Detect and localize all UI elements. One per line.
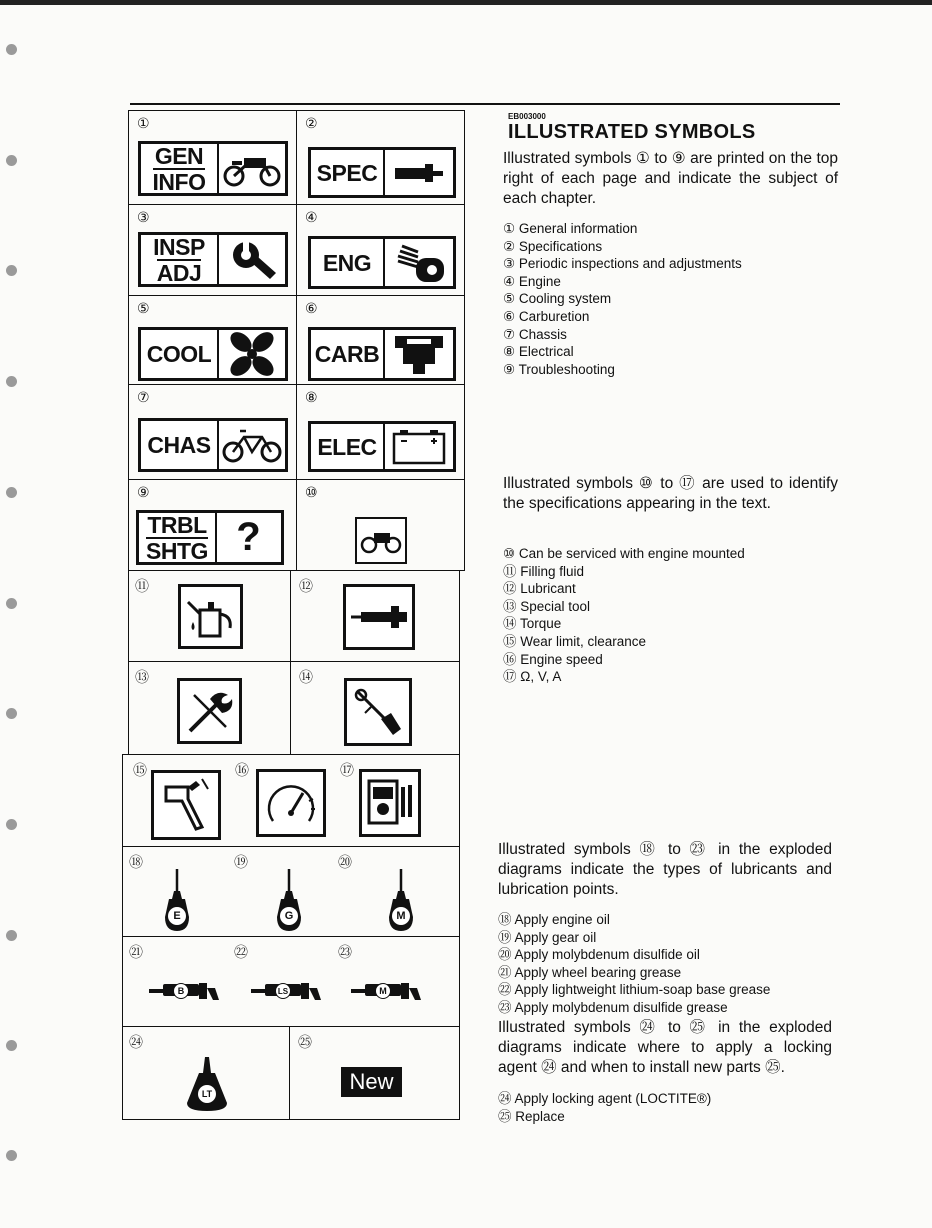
tile-label: CARB <box>311 330 385 378</box>
chapter-tile-eng <box>308 236 456 289</box>
symbol-cell-15-17 <box>122 754 460 847</box>
lubricant-letter: LS <box>275 983 291 999</box>
symbol-number: ⑳ <box>338 855 352 871</box>
symbol-cell-24 <box>122 1026 290 1120</box>
symbol-number: ㉑ <box>129 945 143 961</box>
chapter-tile-trbl-shtg <box>136 510 284 565</box>
multimeter-icon <box>359 769 421 837</box>
symbol-number: ⑭ <box>299 670 313 686</box>
list-item: ⑭ Torque <box>503 616 562 632</box>
list-item: ⑰ Ω, V, A <box>503 669 562 685</box>
symbol-number: ⑥ <box>305 301 318 317</box>
tile-label: COOL <box>141 330 219 378</box>
symbol-number: ⑯ <box>235 763 249 779</box>
symbol-cell-1 <box>128 110 297 205</box>
symbol-number: ㉓ <box>338 945 352 961</box>
symbol-cell-10 <box>296 479 465 571</box>
molybdenum-oil-icon <box>387 869 415 935</box>
chapter-tile-carb <box>308 327 456 381</box>
motorcycle-icon <box>218 144 285 193</box>
symbol-cell-4 <box>296 204 465 296</box>
engine-icon <box>384 239 453 286</box>
lubricant-letter: M <box>375 983 391 999</box>
symbol-number: ④ <box>305 210 318 226</box>
list-item: ⑱ Apply engine oil <box>498 912 610 927</box>
symbol-list-1 <box>503 220 742 378</box>
lubricant-letter: LT <box>198 1085 216 1103</box>
symbol-number: ⑤ <box>137 301 150 317</box>
symbol-cell-2 <box>296 110 465 205</box>
molybdenum-grease-icon <box>351 980 423 1002</box>
question-mark-icon: ? <box>236 515 261 559</box>
list-item: ③ Periodic inspections and adjustments <box>503 256 742 272</box>
symbol-number: ⑩ <box>305 485 318 501</box>
section-code: EB003000 <box>508 112 546 121</box>
symbol-cell-6 <box>296 295 465 385</box>
symbol-number: ③ <box>137 210 150 226</box>
tile-label: CHAS <box>141 421 219 469</box>
chapter-tile-cool <box>138 327 288 381</box>
symbol-cell-14 <box>290 661 460 755</box>
fan-icon <box>218 330 285 378</box>
chapter-tile-elec <box>308 421 456 472</box>
page-title: ILLUSTRATED SYMBOLS <box>508 121 756 143</box>
tachometer-icon <box>256 769 326 837</box>
tile-label: ELEC <box>311 424 385 469</box>
symbol-cell-9 <box>128 479 297 571</box>
wrench-icon <box>218 235 285 284</box>
tile-label: ADJ <box>156 259 202 286</box>
engine-mounted-icon <box>355 517 407 564</box>
tile-label: INSP <box>153 233 205 260</box>
symbol-number: ⑫ <box>299 579 313 595</box>
symbol-number: ㉔ <box>129 1035 143 1051</box>
tile-label: ENG <box>311 239 385 286</box>
chapter-tile-insp-adj <box>138 232 288 287</box>
lithium-grease-icon <box>251 980 323 1002</box>
symbol-cell-18-20 <box>122 846 460 937</box>
tile-label: SHTG <box>146 537 208 564</box>
list-item: ㉓ Apply molybdenum disulfide grease <box>498 999 728 1015</box>
list-item: ⑥ Carburetion <box>503 308 590 324</box>
new-part-badge: New <box>341 1067 402 1097</box>
symbol-cell-8 <box>296 384 465 480</box>
wheel-bearing-grease-icon <box>149 980 221 1002</box>
symbol-number: ㉒ <box>234 945 248 961</box>
symbol-number: ⑦ <box>137 390 150 406</box>
gear-oil-icon <box>275 869 303 935</box>
chapter-tile-spec <box>308 147 456 198</box>
symbol-number: ⑨ <box>137 485 150 501</box>
symbol-number: ⑰ <box>340 763 354 779</box>
symbol-number: ⑮ <box>133 763 147 779</box>
list-item: ⑧ Electrical <box>503 344 574 360</box>
engine-oil-icon <box>163 869 191 935</box>
list-item: ⑨ Troubleshooting <box>503 361 615 377</box>
tile-label: SPEC <box>311 150 385 195</box>
list-item: ① General information <box>503 221 638 236</box>
oil-can-icon <box>178 584 243 649</box>
carburetor-icon <box>384 330 453 378</box>
symbol-cell-13 <box>128 661 291 755</box>
chapter-tile-gen-info <box>138 141 288 196</box>
locking-agent-icon <box>185 1057 229 1113</box>
chassis-icon <box>218 421 285 469</box>
list-item: ⑤ Cooling system <box>503 291 612 307</box>
symbol-number: ⑧ <box>305 390 318 406</box>
list-item: ⑲ Apply gear oil <box>498 929 597 945</box>
lubricant-letter: E <box>168 907 186 925</box>
caliper-icon <box>151 770 221 840</box>
symbol-list-2 <box>503 545 745 686</box>
list-item: ⑫ Lubricant <box>503 581 576 597</box>
symbol-cell-21-23 <box>122 936 460 1027</box>
list-item: ㉒ Apply lightweight lithium-soap base grease <box>498 982 771 998</box>
symbol-cell-12 <box>290 570 460 662</box>
symbol-cell-25 <box>289 1026 460 1120</box>
intro-paragraph-4: Illustrated symbols ㉔ to ㉕ in the exploded diagrams indicate where to apply a locking agent ㉔ and when to install new parts ㉕. <box>498 1019 832 1076</box>
symbol-number: ⑬ <box>135 670 149 686</box>
tile-label: INFO <box>152 168 206 195</box>
symbol-number: ⑲ <box>234 855 248 871</box>
list-item: ④ Engine <box>503 273 561 289</box>
lubricant-letter: B <box>173 983 189 999</box>
lubricant-icon <box>343 584 415 650</box>
special-tool-icon <box>177 678 242 744</box>
list-item: ⑯ Engine speed <box>503 651 603 667</box>
intro-paragraph-2: Illustrated symbols ⑩ to ⑰ are used to identify the specifications appearing in the text. <box>503 475 838 512</box>
lubricant-letter: G <box>280 907 298 925</box>
list-item: ⑳ Apply molybdenum disulfide oil <box>498 947 700 963</box>
symbol-number: ⑱ <box>129 855 143 871</box>
symbol-number: ② <box>305 116 318 132</box>
symbol-cell-7 <box>128 384 297 480</box>
symbol-cell-5 <box>128 295 297 385</box>
list-item: ⑮ Wear limit, clearance <box>503 633 647 649</box>
list-item: ㉔ Apply locking agent (LOCTITE®) <box>498 1091 712 1106</box>
grease-gun-icon <box>384 150 453 195</box>
symbol-number: ㉕ <box>298 1035 312 1051</box>
chapter-tile-chas <box>138 418 288 472</box>
intro-paragraph-1: Illustrated symbols ① to ⑨ are printed on the top right of each page and indicate the subject of each chapter. <box>503 150 838 207</box>
lubricant-letter: M <box>392 907 410 925</box>
symbol-number: ① <box>137 116 150 132</box>
intro-paragraph-3: Illustrated symbols ⑱ to ㉓ in the exploded diagrams indicate the types of lubricants and lubrication points. <box>498 841 832 898</box>
list-item: ⑩ Can be serviced with engine mounted <box>503 546 745 561</box>
battery-icon <box>384 424 453 469</box>
symbol-list-3 <box>498 911 770 1017</box>
list-item: ⑬ Special tool <box>503 598 591 614</box>
symbol-number: ⑪ <box>135 579 149 595</box>
symbol-list-4 <box>498 1090 711 1125</box>
list-item: ⑪ Filling fluid <box>503 563 585 579</box>
torque-wrench-icon <box>344 678 412 746</box>
list-item: ㉕ Replace <box>498 1108 565 1124</box>
symbol-cell-11 <box>128 570 291 662</box>
tile-label: TRBL <box>147 511 207 538</box>
symbol-cell-3 <box>128 204 297 296</box>
list-item: ㉑ Apply wheel bearing grease <box>498 964 682 980</box>
tile-label: GEN <box>154 142 204 169</box>
list-item: ⑦ Chassis <box>503 326 567 342</box>
list-item: ② Specifications <box>503 238 603 254</box>
